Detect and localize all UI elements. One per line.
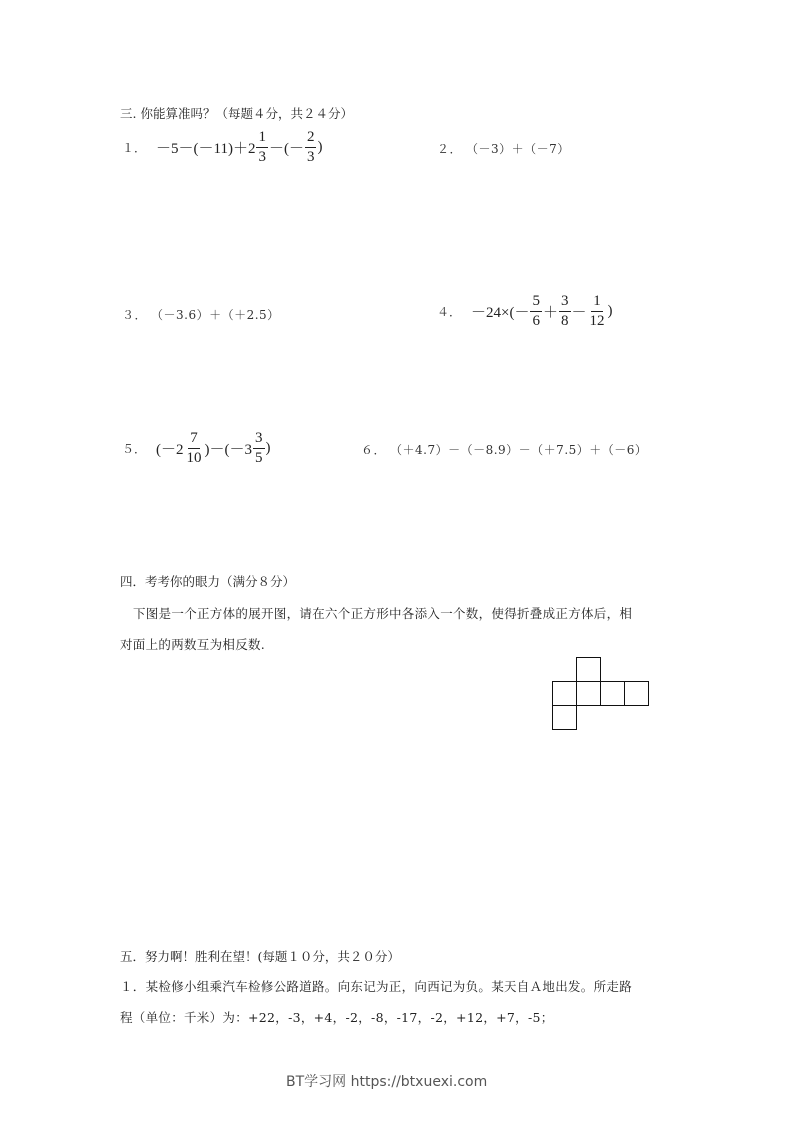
net-square-row-3 bbox=[600, 681, 625, 706]
problem-5 bbox=[122, 431, 271, 466]
expression: （－3）＋（－7） bbox=[472, 142, 570, 156]
section-4-instruction-line-1: 下图是一个正方体的展开图，请在六个正方形中各添入一个数，使得折叠成正方体后，相 bbox=[133, 606, 633, 621]
expression: （－3.6）＋（＋2.5） bbox=[157, 308, 280, 322]
numerator: 1 bbox=[256, 130, 268, 148]
expr-part: )－(－3 bbox=[204, 442, 253, 458]
section-4-instruction-line-2: 对面上的两数互为相反数. bbox=[120, 637, 266, 652]
net-square-row-4 bbox=[624, 681, 649, 706]
expr-part: －5－(－11)＋2 bbox=[156, 141, 256, 157]
expr-part: ) bbox=[607, 303, 613, 319]
fraction bbox=[559, 294, 571, 329]
problem-number: ６． bbox=[361, 443, 387, 457]
site-watermark: BT学习网 https://btxuexi.com bbox=[286, 1074, 488, 1090]
problem-number: ３． bbox=[122, 308, 148, 322]
expr-part: －24×(－ bbox=[471, 305, 530, 321]
denominator: 3 bbox=[306, 149, 315, 165]
numerator: 5 bbox=[530, 294, 542, 312]
section-4-heading: 四．考考你的眼力（满分８分） bbox=[120, 574, 296, 589]
problem-number: ４． bbox=[437, 305, 462, 319]
net-square-row-2 bbox=[576, 681, 601, 706]
net-square-bottom bbox=[552, 705, 577, 730]
denominator: 3 bbox=[258, 149, 266, 165]
fraction bbox=[185, 431, 204, 466]
net-square-row-1 bbox=[552, 681, 577, 706]
denominator: 5 bbox=[255, 450, 263, 466]
problem-3 bbox=[122, 306, 280, 323]
problem-4 bbox=[437, 294, 613, 329]
question-1-line-2: 程（单位：千米）为：+22，-3，+4，-2，-8，-17，-2，+12，+7，-5； bbox=[120, 1010, 554, 1025]
expr-part: ＋ bbox=[542, 305, 558, 321]
problem-1 bbox=[122, 130, 322, 165]
problem-2 bbox=[437, 140, 570, 157]
denominator: 8 bbox=[561, 313, 569, 329]
section-3-heading: 三. 你能算准吗？（每题４分，共２４分） bbox=[120, 106, 353, 121]
expr-part: ) bbox=[317, 139, 323, 155]
expr-part: － bbox=[571, 305, 587, 321]
fraction bbox=[530, 294, 542, 329]
fraction bbox=[256, 130, 268, 165]
denominator: 12 bbox=[589, 313, 605, 329]
problem-6 bbox=[361, 441, 647, 458]
net-square-top bbox=[576, 657, 601, 682]
numerator: 1 bbox=[591, 294, 603, 312]
problem-number: ２． bbox=[437, 142, 463, 156]
numerator: 3 bbox=[253, 431, 265, 449]
denominator: 6 bbox=[532, 313, 540, 329]
section-5-heading: 五．努力啊！胜利在望！(每题１０分，共２０分） bbox=[120, 949, 400, 964]
cube-net-diagram bbox=[552, 657, 652, 737]
denominator: 10 bbox=[186, 450, 202, 466]
problem-number: ５． bbox=[122, 442, 147, 456]
fraction bbox=[253, 431, 265, 466]
numerator: 3 bbox=[559, 294, 571, 312]
expression: （＋4.7）－（－8.9）－（＋7.5）＋（－6） bbox=[396, 443, 648, 457]
expr-part: －(－ bbox=[268, 141, 304, 157]
numerator: 7 bbox=[188, 431, 200, 449]
expr-part: ) bbox=[265, 440, 271, 456]
numerator: 2 bbox=[305, 130, 317, 148]
fraction bbox=[588, 294, 607, 329]
question-1-line-1: １．某检修小组乘汽车检修公路道路。向东记为正，向西记为负。某天自Ａ地出发。所走路 bbox=[120, 979, 633, 994]
problem-number: １． bbox=[122, 141, 147, 155]
expr-part: (－2 bbox=[156, 442, 184, 458]
fraction bbox=[305, 130, 317, 165]
